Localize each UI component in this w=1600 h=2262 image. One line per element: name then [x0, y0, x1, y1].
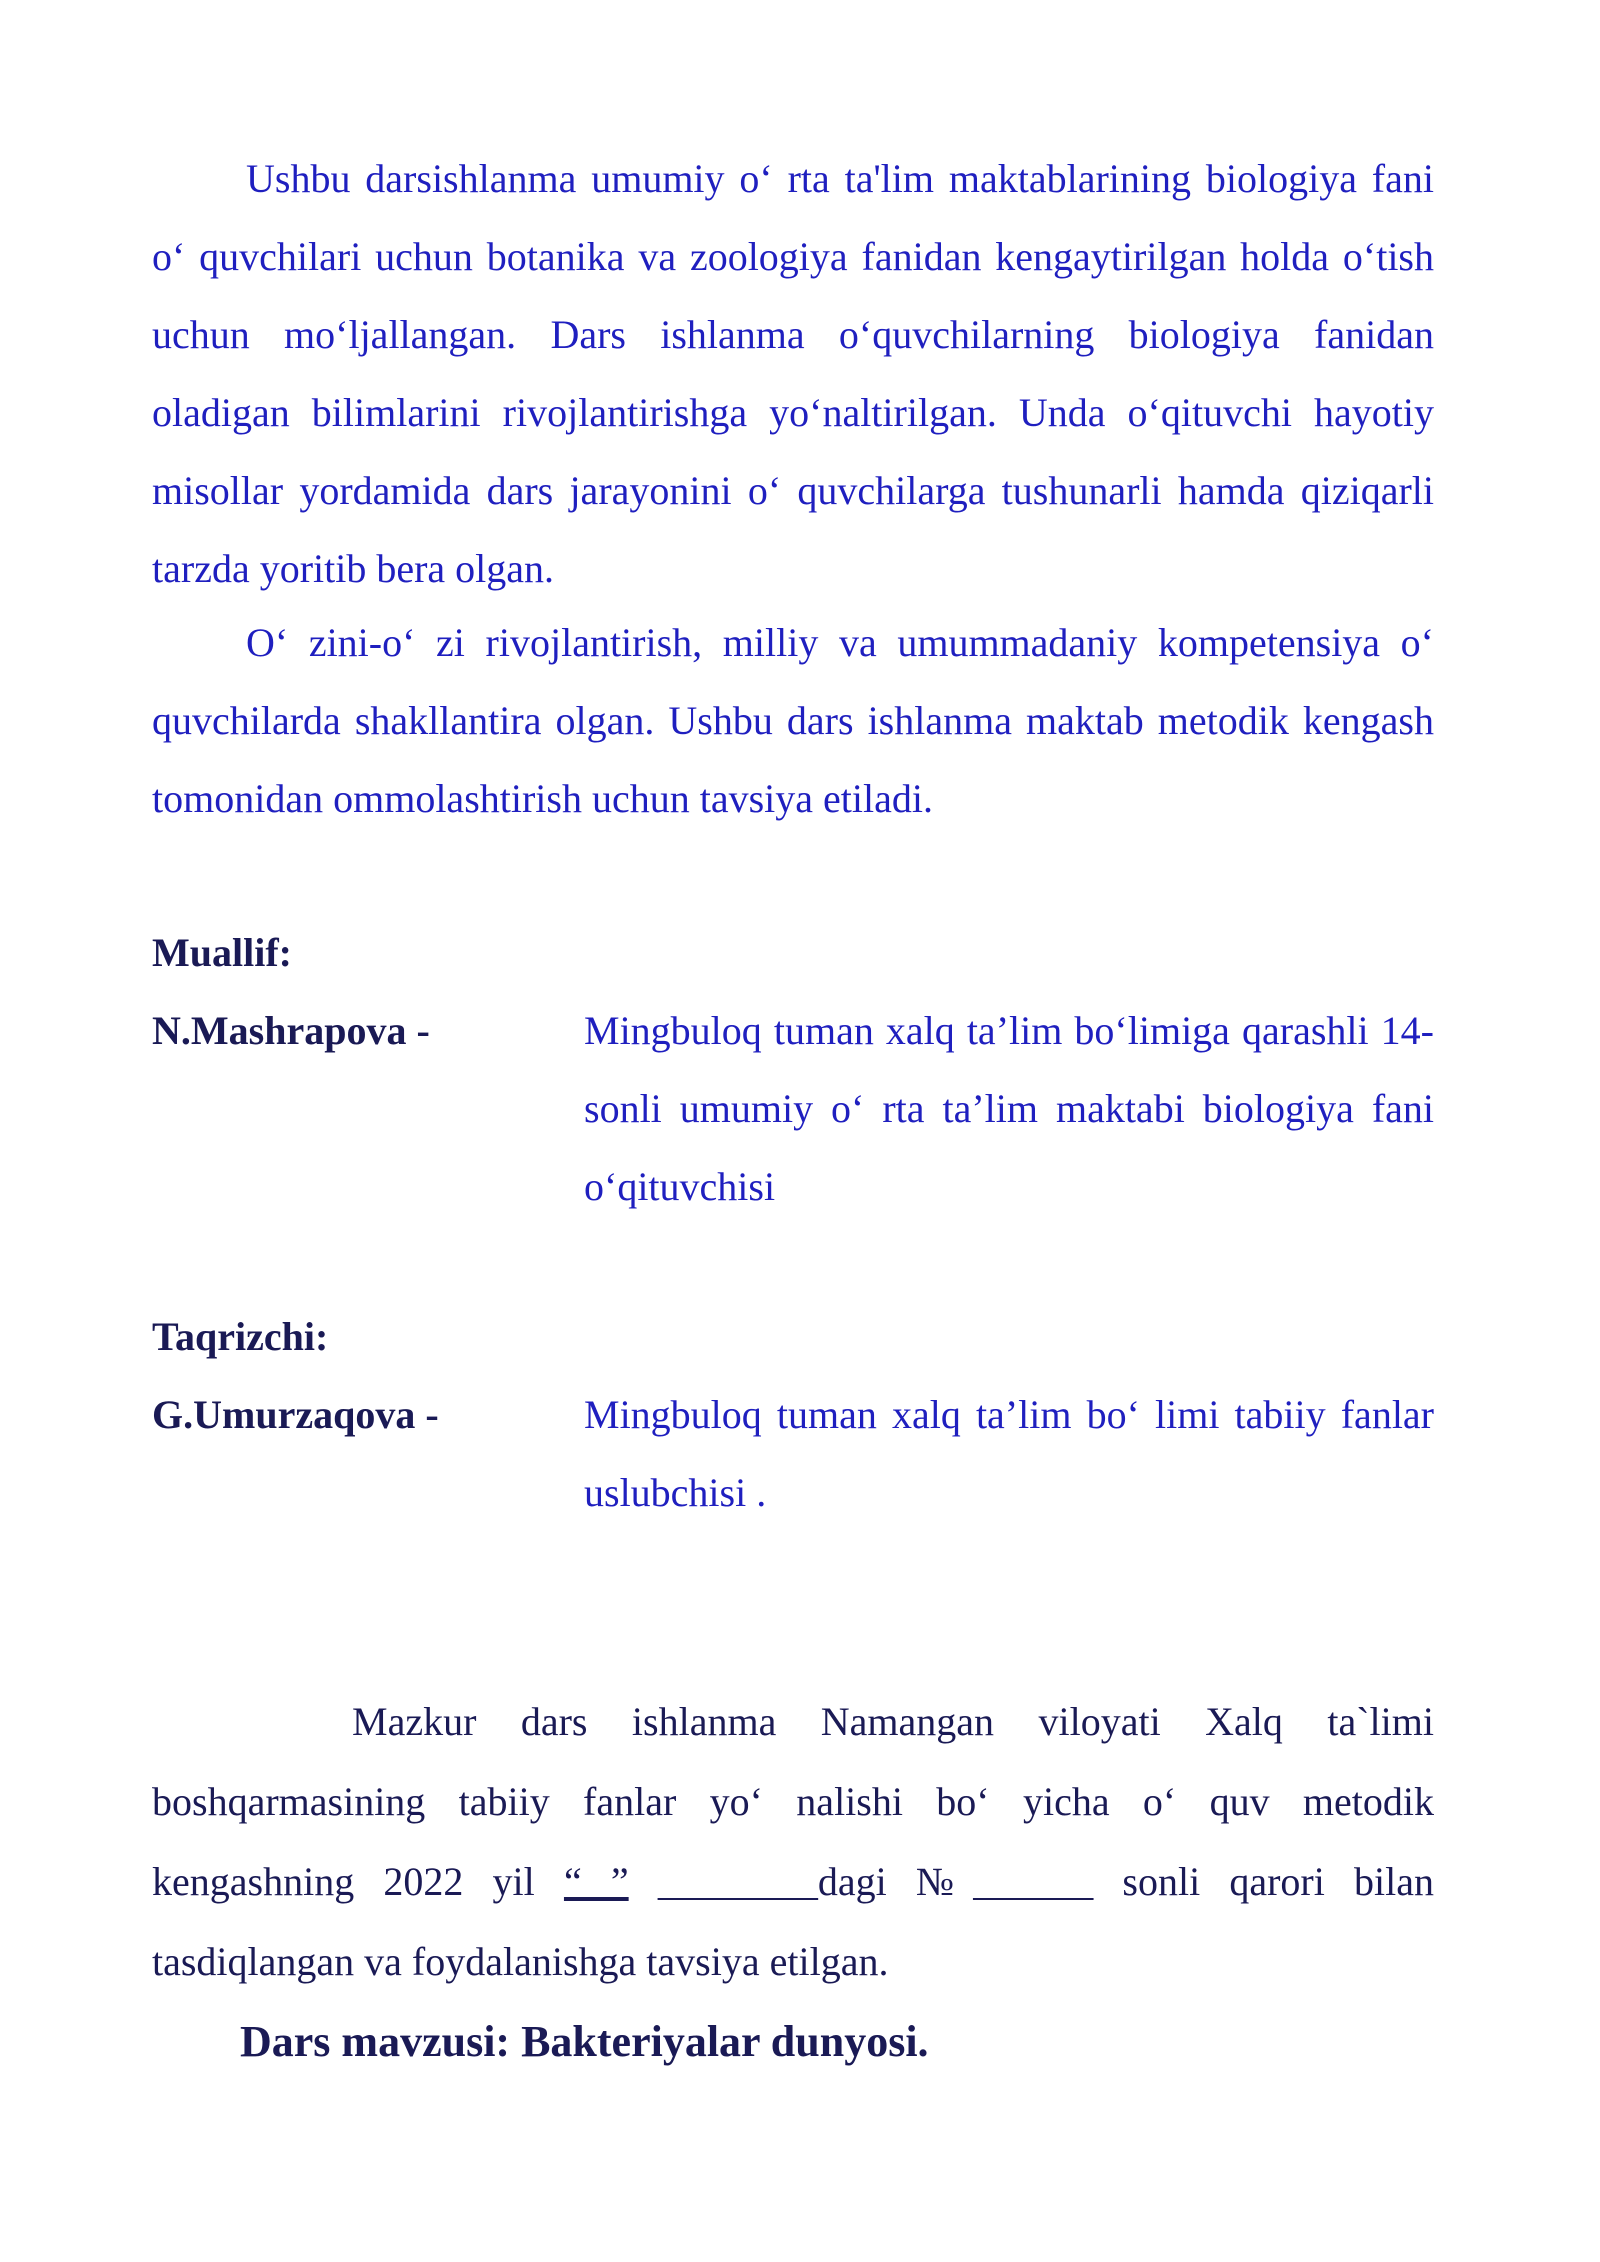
lesson-topic-heading: Dars mavzusi: Bakteriyalar dunyosi. — [240, 2017, 929, 2066]
intro-paragraph-1: Ushbu darsishlanma umumiy oʻ rta ta'lim maktablarining biologiya fani oʻ quvchilari uchun botanika va zoologiya fanidan kengaytirilgan holda oʻtish uchun moʻljallangan. Dars ishlanma oʻquvchilarning biologiya fanidan oladigan bilimlarini rivojlantirishga yoʻnaltirilgan. Unda oʻqituvchi hayotiy misollar yordamida dars jarayonini oʻ quvchilarga tushunarli hamda qiziqarli tarzda yoritib bera olgan. — [152, 156, 1434, 591]
approval-text-before: Mazkur dars ishlanma Namangan viloyati Xalq ta`limi boshqarmasining tabiiy fanlar yoʻ nalishi boʻ yicha oʻ quv metodik kengashning 2022 yil — [152, 1699, 1434, 1904]
author-description: Mingbuloq tuman xalq ta’lim boʻlimiga qarashli 14-sonli umumiy oʻ rta ta’lim maktabi biologiya fani oʻqituvchisi — [584, 1008, 1434, 1209]
reviewer-row — [152, 1376, 1434, 1532]
approval-text-mid: dagi № — [817, 1859, 974, 1904]
approval-text-after: sonli qarori bilan tasdiqlangan va foydalanishga tavsiya etilgan. — [152, 1859, 1435, 1984]
approval-date-blank: ________ — [657, 1859, 818, 1904]
intro-paragraph-2: Oʻ zini-oʻ zi rivojlantirish, milliy va umummadaniy kompetensiya oʻ quvchilarda shakllantira olgan. Ushbu dars ishlanma maktab metodik kengash tomonidan ommolashtirish uchun tavsiya etiladi. — [152, 620, 1434, 821]
author-name: N.Mashrapova - — [152, 1008, 430, 1053]
approval-quote-blank: “ ” — [563, 1859, 629, 1904]
page-content — [152, 140, 1434, 2082]
approval-number-blank: ______ — [973, 1859, 1094, 1904]
reviewer-label: Taqrizchi: — [152, 1314, 329, 1359]
author-label: Muallif: — [152, 930, 292, 975]
approval-paragraph — [152, 1682, 1434, 2002]
author-row — [152, 992, 1434, 1226]
reviewer-name: G.Umurzaqova - — [152, 1392, 439, 1437]
reviewer-description: Mingbuloq tuman xalq ta’lim boʻ limi tabiiy fanlar uslubchisi . — [584, 1392, 1434, 1515]
